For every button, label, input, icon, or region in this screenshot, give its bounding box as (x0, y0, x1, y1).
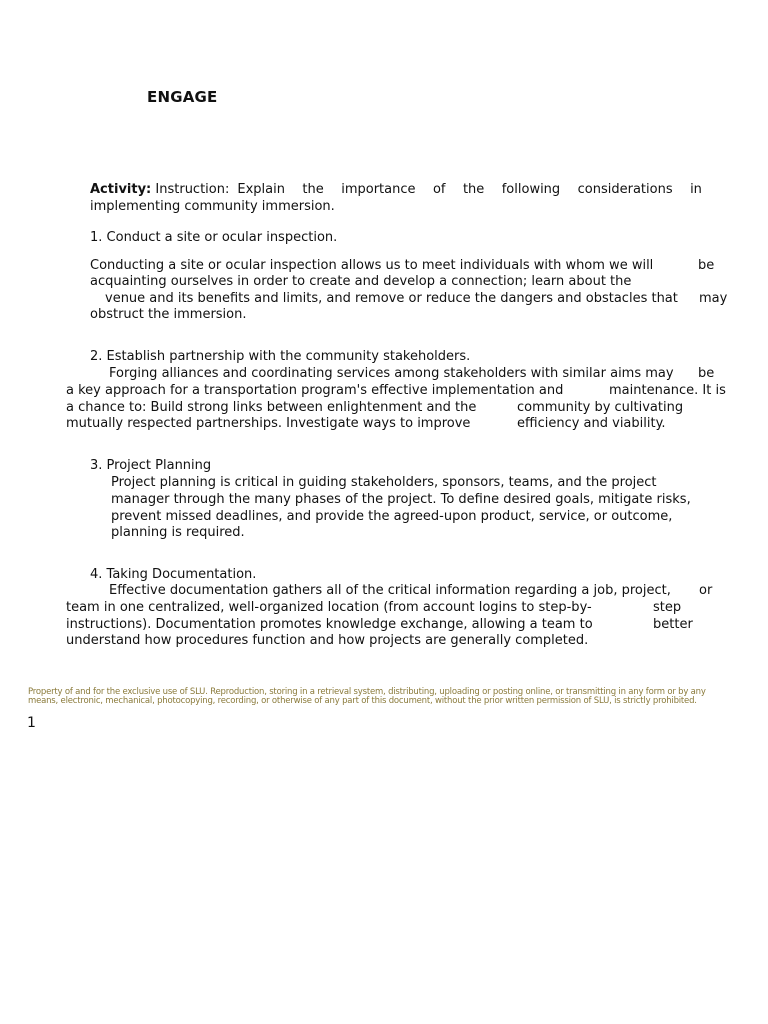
section-2-line: a chance to: Build strong links between enlightenment and the (66, 400, 477, 415)
section-1-line: venue and its benefits and limits, and remove or reduce the dangers and obstacles that (105, 291, 678, 306)
section-4-line: step (653, 600, 682, 615)
section-2-line: efficiency and viability. (517, 416, 666, 431)
section-4-line: Effective documentation gathers all of the critical information regarding a job, project, (109, 583, 671, 598)
section-2-title: 2. Establish partnership with the community stakeholders. (90, 349, 471, 364)
section-2-line: maintenance. It is (609, 383, 726, 398)
section-2-line: mutually respected partnerships. Investigate ways to improve (66, 416, 471, 431)
section-1-line: Conducting a site or ocular inspection allows us to meet individuals with whom we will (90, 258, 654, 273)
instruction-label: Instruction: (155, 182, 230, 197)
section-4-line: understand how procedures function and how projects are generally completed. (66, 633, 589, 648)
section-2-line: be (698, 366, 715, 381)
section-3-line: planning is required. (111, 525, 245, 540)
section-1-line: acquainting ourselves in order to create and develop a connection; learn about the (90, 274, 632, 289)
copyright-line-1: Property of and for the exclusive use of SLU. Reproduction, storing in a retrieval system, distributing, uploading or posting online, or transmitting in any form or by any (28, 687, 706, 697)
instruction-words: Explain the importance of the following considerations in (237, 182, 702, 197)
section-4-title: 4. Taking Documentation. (90, 567, 257, 582)
section-1-line: may (699, 291, 728, 306)
section-1-line: obstruct the immersion. (90, 307, 247, 322)
instruction-line-2: implementing community immersion. (90, 199, 335, 214)
section-3-line: Project planning is critical in guiding stakeholders, sponsors, teams, and the project (111, 475, 657, 490)
section-3-line: manager through the many phases of the project. To define desired goals, mitigate risks, (111, 492, 691, 507)
section-1-title: 1. Conduct a site or ocular inspection. (90, 230, 338, 245)
section-4-line: or (699, 583, 713, 598)
section-3-title: 3. Project Planning (90, 458, 212, 473)
activity-label: Activity: (90, 182, 152, 197)
section-4-line: instructions). Documentation promotes knowledge exchange, allowing a team to (66, 617, 593, 632)
activity-instruction (90, 181, 702, 215)
section-3-line: prevent missed deadlines, and provide the agreed-upon product, service, or outcome, (111, 509, 673, 524)
section-1-line: be (698, 258, 715, 273)
section-2-line: community by cultivating (517, 400, 684, 415)
section-4-line: team in one centralized, well-organized location (from account logins to step-by- (66, 600, 592, 615)
section-2-line: Forging alliances and coordinating services among stakeholders with similar aims may (109, 366, 674, 381)
copyright-line-2: means, electronic, mechanical, photocopying, recording, or otherwise of any part of this document, without the prior written permission of SLU, is strictly prohibited. (28, 696, 697, 706)
page-heading: ENGAGE (147, 88, 218, 106)
section-2-line: a key approach for a transportation program's effective implementation and (66, 383, 564, 398)
page-number: 1 (27, 715, 36, 731)
copyright-notice (28, 688, 718, 706)
section-4-line: better (653, 617, 693, 632)
